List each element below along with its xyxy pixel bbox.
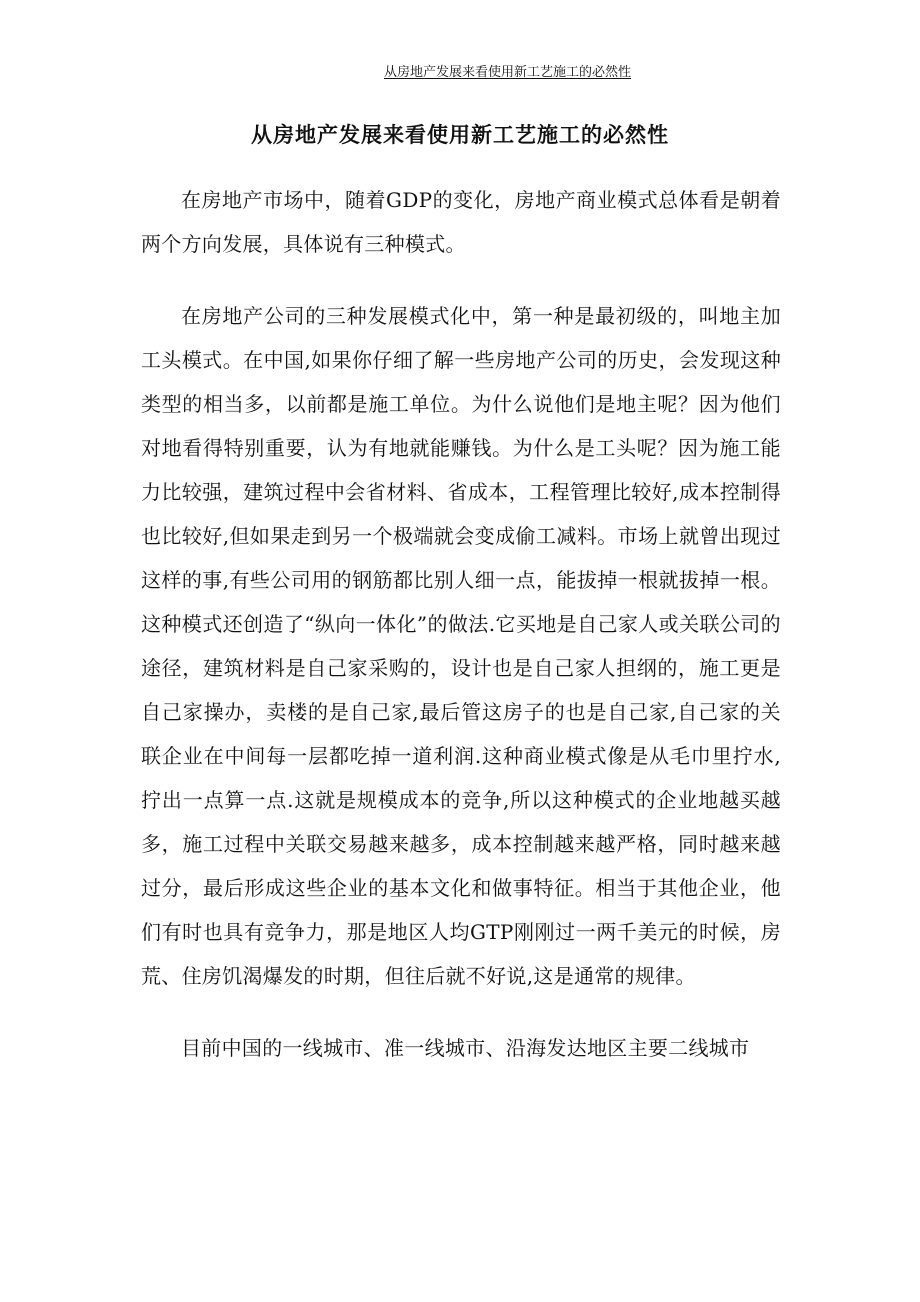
paragraph-2: 在房地产公司的三种发展模式化中，第一种是最初级的，叫地主加工头模式。在中国,如果你仔细了解一些房地产公司的历史，会发现这种类型的相当多，以前都是施工单位。为什么说他们是地主呢？因为他们对地看得特别重要，认为有地就能赚钱。为什么是工头呢？因为施工能力比较强，建筑过程中会省材料、省成本，工程管理比较好,成本控制得也比较好,但如果走到另一个极端就会变成偷工减料。市场上就曾出现过这样的事,有些公司用的钢筋都比别人细一点，能拔掉一根就拔掉一根。这种模式还创造了“纵向一体化”的做法.它买地是自己家人或关联公司的途径，建筑材料是自己家采购的，设计也是自己家人担纲的，施工更是自己家操办，卖楼的是自己家,最后管这房子的也是自己家,自己家的关联企业在中间每一层都吃掉一道利润.这种商业模式像是从毛巾里拧水,拧出一点算一点.这就是规模成本的竞争,所以这种模式的企业地越买越多，施工过程中关联交易越来越多，成本控制越来越严格，同时越来越过分，最后形成这些企业的基本文化和做事特征。相当于其他企业，他们有时也具有竞争力，那是地区人均GTP刚刚过一两千美元的时候，房荒、住房饥渴爆发的时期，但往后就不好说,这是通常的规律。	[141, 304, 781, 988]
paragraph-3: 目前中国的一线城市、准一线城市、沿海发达地区主要二线城市	[181, 1036, 750, 1060]
running-header: 从房地产发展来看使用新工艺施工的必然性	[384, 65, 632, 80]
document-title: 从房地产发展来看使用新工艺施工的必然性	[251, 123, 669, 147]
paragraph-1: 在房地产市场中，随着GDP的变化，房地产商业模式总体看是朝着两个方向发展，具体说有三种模式。	[141, 188, 781, 256]
document-body	[141, 178, 781, 1098]
